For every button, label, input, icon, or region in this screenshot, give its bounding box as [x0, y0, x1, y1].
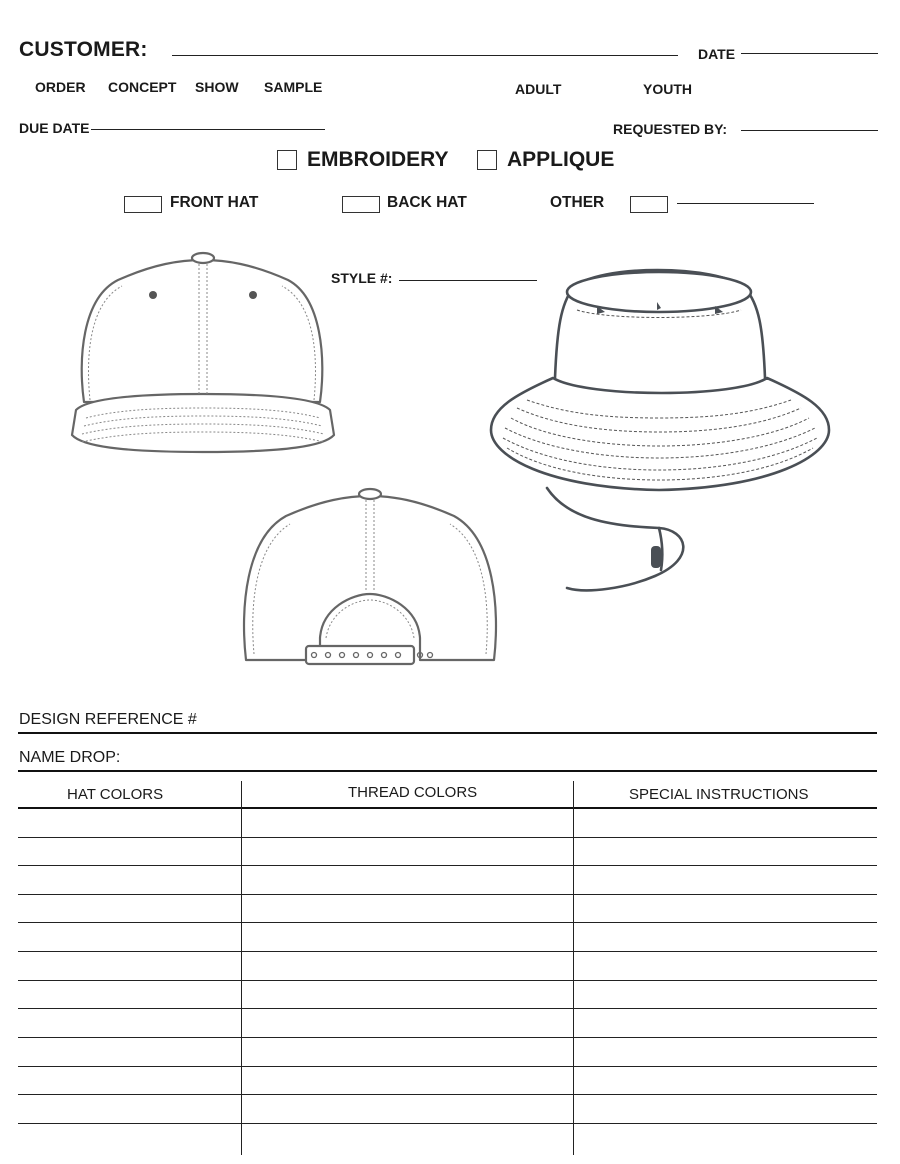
order-type-sample[interactable]: SAMPLE [264, 79, 323, 95]
order-type-show[interactable]: SHOW [195, 79, 239, 95]
back-hat-label: BACK HAT [387, 194, 467, 211]
column-header-special-instructions: SPECIAL INSTRUCTIONS [629, 786, 809, 803]
date-field[interactable] [741, 53, 878, 54]
table-row[interactable] [18, 865, 877, 866]
requested-by-label: REQUESTED BY: [613, 121, 728, 137]
age-group-youth[interactable]: YOUTH [643, 81, 692, 97]
snapback-cap-back-icon [238, 488, 502, 672]
name-drop-field[interactable] [18, 770, 877, 772]
age-group-adult[interactable]: ADULT [515, 81, 562, 97]
table-row[interactable] [18, 1094, 877, 1095]
column-header-hat-colors: HAT COLORS [67, 786, 164, 803]
bucket-hat-icon [487, 258, 835, 598]
design-reference-label: DESIGN REFERENCE # [19, 711, 197, 728]
table-row[interactable] [18, 894, 877, 895]
embroidery-label: EMBROIDERY [307, 148, 449, 171]
requested-by-field[interactable] [741, 130, 878, 131]
table-row[interactable] [18, 951, 877, 952]
table-row[interactable] [18, 1123, 877, 1124]
front-hat-label: FRONT HAT [170, 194, 259, 211]
table-row[interactable] [18, 837, 877, 838]
style-number-label: STYLE #: [331, 270, 393, 286]
applique-label: APPLIQUE [507, 148, 615, 171]
table-row[interactable] [18, 1008, 877, 1009]
table-header-divider [18, 807, 877, 809]
date-label: DATE [698, 46, 736, 62]
front-hat-box[interactable] [124, 196, 162, 213]
other-field[interactable] [677, 203, 814, 204]
back-hat-box[interactable] [342, 196, 380, 213]
order-type-concept[interactable]: CONCEPT [108, 79, 177, 95]
order-type-order[interactable]: ORDER [35, 79, 86, 95]
table-row[interactable] [18, 1066, 877, 1067]
other-box[interactable] [630, 196, 668, 213]
column-header-thread-colors: THREAD COLORS [348, 784, 478, 801]
embroidery-checkbox[interactable] [277, 150, 297, 170]
due-date-label: DUE DATE [19, 120, 90, 136]
due-date-field[interactable] [91, 129, 325, 130]
other-label: OTHER [550, 194, 605, 211]
design-reference-field[interactable] [18, 732, 877, 734]
table-row[interactable] [18, 1037, 877, 1038]
snapback-cap-front-icon [66, 250, 338, 462]
customer-field[interactable] [172, 55, 678, 56]
name-drop-label: NAME DROP: [19, 749, 121, 766]
customer-label: CUSTOMER: [19, 38, 148, 61]
table-row[interactable] [18, 922, 877, 923]
table-row[interactable] [18, 980, 877, 981]
applique-checkbox[interactable] [477, 150, 497, 170]
